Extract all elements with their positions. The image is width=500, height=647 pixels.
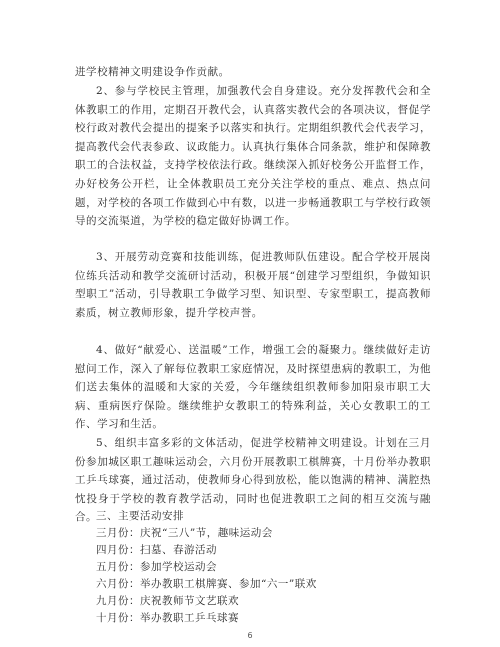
- page-number: 6: [247, 631, 253, 640]
- schedule-item: 六月份：举办教职工棋牌赛、参加“六一”联欢: [96, 578, 317, 590]
- schedule-item: 十月份：举办教职工乒乓球赛: [96, 612, 239, 624]
- paragraph-item-5: 5、组织丰富多彩的文体活动，促进学校精神文明建设。计划在三月份参加城区职工趣味运动会，六月份开展教职工棋牌赛，十月份举办教职工乒乓球赛，通过活动，使教师身心得到放松，能以饱满的精神、满腔热忱投身于学校的教育教学活动，同时也促进教职工之间的相互交流与融合。: [75, 437, 431, 524]
- paragraph-item-2: 2、参与学校民主管理，加强教代会自身建设。充分发挥教代会和全体教职工的作用，定期召开教代会，认真落实教代会的各项决议，督促学校行政对教代会提出的提案予以落实和执行。定期组织教代会代表学习，提高教代会代表参政、议政能力。认真执行集体合同条款，维护和保障教职工的合法权益，支持学校依法行政。继续深入抓好校务公开监督工作，办好校务公开栏，让全体教职员工充分关注学校的重点、难点、热点问题，对学校的各项工作做到心中有数，以进一步畅通教职工与学校行政领导的交流渠道，为学校的稳定做好协调工作。: [75, 85, 431, 228]
- schedule-item: 三月份：庆祝“三八”节，趣味运动会: [96, 527, 273, 539]
- schedule-item: 四月份：扫墓、春游活动: [96, 544, 217, 556]
- paragraph-continuation: 进学校精神文明建设争作贡献。: [75, 66, 230, 78]
- section-heading: 三、主要活动安排: [96, 510, 184, 522]
- paragraph-item-3: 3、开展劳动竞赛和技能训练，促进教师队伍建设。配合学校开展岗位练兵活动和教学交流研讨活动，积极开展“创建学习型组织，争做知识型职工”活动，引导教职工争做学习型、知识型、专家型职工，提高教师素质，树立教师形象，提升学校声誉。: [75, 251, 431, 319]
- schedule-item: 九月份：庆祝教师节文艺联欢: [96, 595, 239, 607]
- schedule-item: 五月份：参加学校运动会: [96, 561, 217, 573]
- paragraph-item-4: 4、做好“献爱心、送温暖”工作，增强工会的凝聚力。继续做好走访慰问工作，深入了解每位教职工家庭情况，及时探望患病的教职工，为他们送去集体的温暖和大家的关爱，今年继续组织教师参加阳泉市职工大病、重病医疗保险。继续维护女教职工的特殊利益，关心女教职工的工作、学习和生活。: [75, 344, 431, 431]
